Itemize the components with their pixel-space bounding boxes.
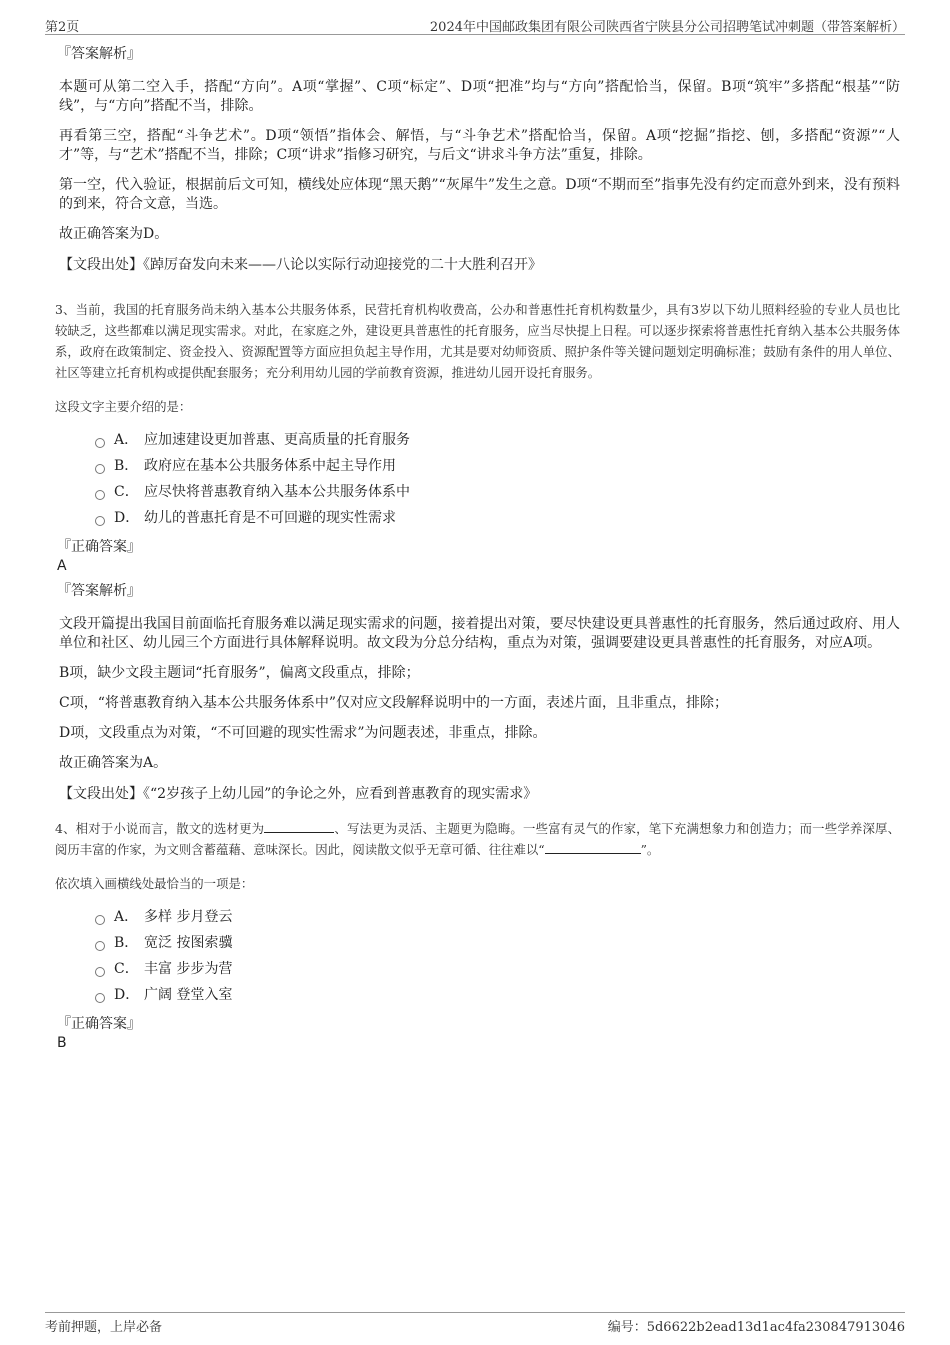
correct-answer-value: B [57, 1035, 67, 1051]
analysis-paragraph: C项，“将普惠教育纳入基本公共服务体系中”仅对应文段解释说明中的一方面，表述片面，且非重点，排除； [59, 695, 729, 711]
question-4-options [55, 904, 900, 1008]
option-letter: B． [114, 458, 139, 474]
source-line [59, 255, 900, 275]
radio-icon[interactable] [95, 967, 105, 977]
option-letter: B． [114, 935, 139, 951]
document-id: 编号：5d6622b2ead13d1ac4fa230847913046 [607, 1320, 905, 1335]
source-title: 《踔厉奋发向未来——八论以实际行动迎接党的二十大胜利召开》 [143, 257, 542, 273]
option-text: 幼儿的普惠托育是不可回避的现实性需求 [144, 510, 396, 526]
question-4-text-part: ”。 [640, 842, 660, 857]
option-a[interactable] [95, 904, 900, 930]
analysis-paragraph: 故正确答案为A。 [59, 755, 168, 771]
option-c[interactable] [95, 479, 900, 505]
document-title: 2024年中国邮政集团有限公司陕西省宁陕县分公司招聘笔试冲刺题（带答案解析） [429, 20, 905, 35]
correct-answer-label: 『正确答案』 [57, 1016, 141, 1032]
analysis-paragraph: 第一空，代入验证，根据前后文可知，横线处应体现“黑天鹅”“灰犀牛”发生之意。D项“不期而至”指事先没有约定而意外到来，没有预料的到来，符合文意，当选。 [59, 177, 900, 212]
option-letter: D． [114, 987, 140, 1003]
analysis-paragraph: D项，文段重点为对策，“不可回避的现实性需求”为问题表述，非重点，排除。 [59, 725, 547, 741]
option-text: 应尽快将普惠教育纳入基本公共服务体系中 [144, 484, 410, 500]
analysis-label: 『答案解析』 [57, 46, 141, 62]
footer-slogan: 考前押题，上岸必备 [45, 1320, 163, 1335]
question-4-text-part: 、写法更为灵活、主题更为隐晦。一些富有灵气的作家，笔下充满想象力和创造力；而一些学养深厚、阅历丰富的作家，为文则含蓄蕴藉、意味深长。因此，阅读散文似乎无章可循、往往难以“ [55, 821, 900, 857]
radio-icon[interactable] [95, 516, 105, 526]
question-3-options [55, 427, 900, 531]
analysis-paragraph: 文段开篇提出我国目前面临托育服务难以满足现实需求的问题，接着提出对策，要尽快建设更具普惠性的托育服务，然后通过政府、用人单位和社区、幼儿园三个方面进行具体解释说明。故文段为分总分结构，重点为对策，强调要建设更具普惠性的托育服务，对应A项。 [59, 616, 900, 651]
option-letter: C． [114, 961, 139, 977]
option-text: 多样 步月登云 [144, 909, 233, 925]
source-line [59, 784, 900, 804]
question-4-instruction: 依次填入画横线处最恰当的一项是： [55, 876, 254, 891]
option-letter: D． [114, 510, 140, 526]
fill-blank-2 [545, 841, 641, 854]
option-b[interactable] [95, 453, 900, 479]
page-number: 第2页 [45, 20, 80, 35]
radio-icon[interactable] [95, 438, 105, 448]
correct-answer-value: A [57, 558, 67, 574]
question-3-instruction: 这段文字主要介绍的是： [55, 399, 192, 414]
source-prefix: 【文段出处】 [59, 786, 143, 802]
source-prefix: 【文段出处】 [59, 257, 143, 273]
page-header [45, 14, 905, 35]
page-content [55, 44, 900, 1058]
radio-icon[interactable] [95, 490, 105, 500]
option-text: 宽泛 按图索骥 [144, 935, 233, 951]
analysis-paragraph: B项，缺少文段主题词“托育服务”，偏离文段重点，排除； [59, 665, 420, 681]
option-a[interactable] [95, 427, 900, 453]
page-footer [45, 1312, 905, 1335]
radio-icon[interactable] [95, 993, 105, 1003]
section-separator [55, 804, 900, 818]
radio-icon[interactable] [95, 464, 105, 474]
option-letter: A． [114, 909, 139, 925]
question-4-text-part: 4、相对于小说而言，散文的选材更为 [55, 821, 265, 836]
option-d[interactable] [95, 505, 900, 531]
source-title: 《“2岁孩子上幼儿园”的争论之外，应看到普惠教育的现实需求》 [143, 786, 538, 802]
analysis-paragraph: 再看第三空，搭配“斗争艺术”。D项“领悟”指体会、解悟，与“斗争艺术”搭配恰当，保留。A项“挖掘”指挖、刨，多搭配“资源”“人才”等，与“艺术”搭配不当，排除；C项“讲求”指修习研究，与后文“讲求斗争方法”重复，排除。 [59, 128, 900, 163]
analysis-paragraph: 本题可从第二空入手，搭配“方向”。A项“掌握”、C项“标定”、D项“把准”均与“方向”搭配恰当，保留。B项“筑牢”多搭配“根基”“防线”，与“方向”搭配不当，排除。 [59, 79, 900, 114]
fill-blank-1 [264, 820, 334, 833]
option-text: 应加速建设更加普惠、更高质量的托育服务 [144, 432, 410, 448]
radio-icon[interactable] [95, 915, 105, 925]
option-letter: A． [114, 432, 139, 448]
radio-icon[interactable] [95, 941, 105, 951]
option-b[interactable] [95, 930, 900, 956]
option-text: 丰富 步步为营 [144, 961, 233, 977]
analysis-label: 『答案解析』 [57, 583, 141, 599]
question-4-text [55, 818, 900, 860]
option-text: 政府应在基本公共服务体系中起主导作用 [144, 458, 396, 474]
correct-answer-label: 『正确答案』 [57, 539, 141, 555]
option-c[interactable] [95, 956, 900, 982]
question-3-text: 3、当前，我国的托育服务尚未纳入基本公共服务体系，民营托育机构收费高，公办和普惠性托育机构数量少，具有3岁以下幼儿照料经验的专业人员也比较缺乏，这些都难以满足现实需求。对此，在家庭之外，建设更具普惠性的托育服务，应当尽快提上日程。可以逐步探索将普惠性托育纳入基本公共服务体系，政府在政策制定、资金投入、资源配置等方面应担负起主导作用，尤其是要对幼师资质、照护条件等关键问题划定明确标准；鼓励有条件的用人单位、社区等建立托育机构或提供配套服务；充分利用幼儿园的学前教育资源，推进幼儿园开设托育服务。 [55, 302, 900, 380]
option-d[interactable] [95, 982, 900, 1008]
analysis-paragraph: 故正确答案为D。 [59, 226, 169, 242]
option-letter: C． [114, 484, 139, 500]
option-text: 广阔 登堂入室 [144, 987, 233, 1003]
section-separator [55, 275, 900, 299]
